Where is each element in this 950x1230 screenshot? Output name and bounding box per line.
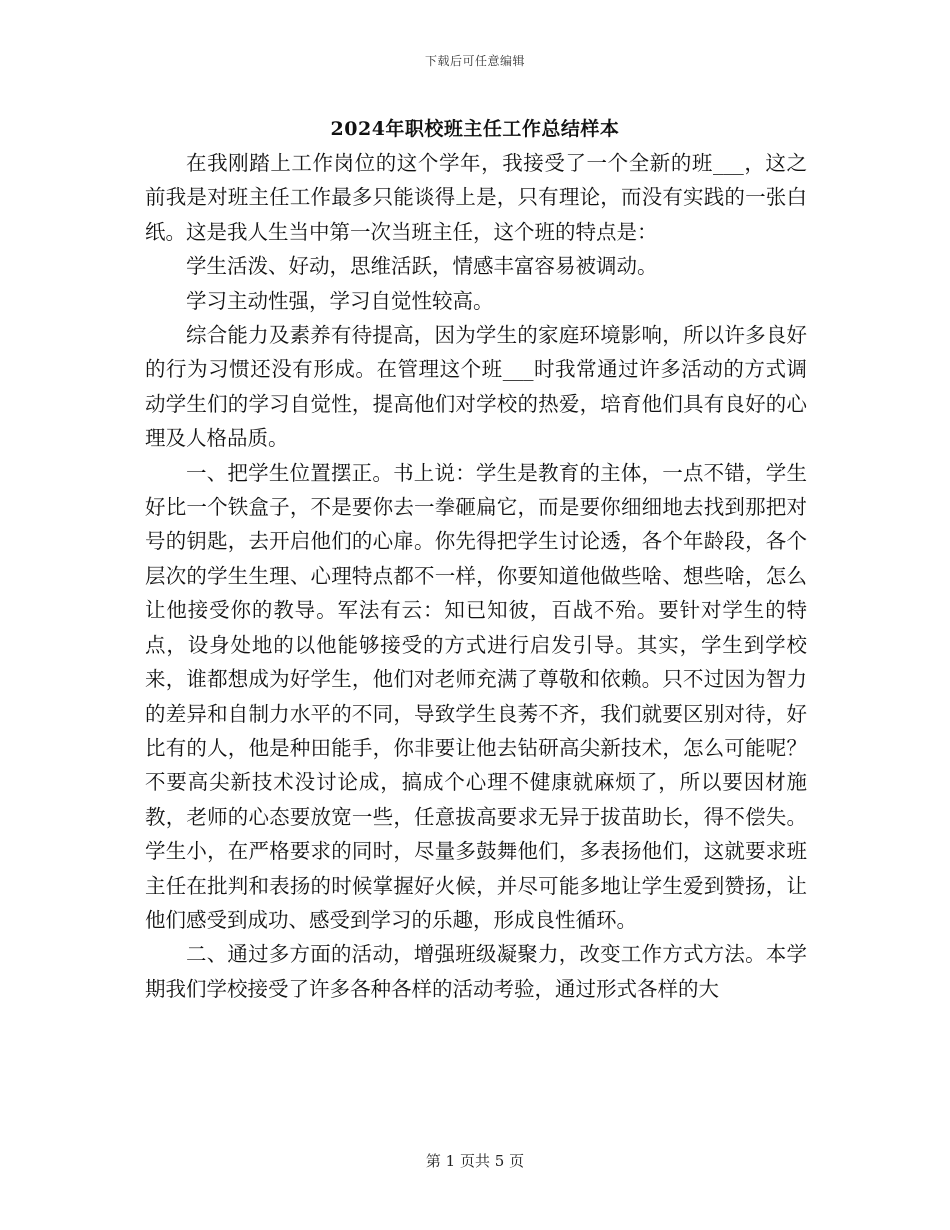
document-body xyxy=(145,146,807,1006)
paragraph: 一、把学生位置摆正。书上说：学生是教育的主体，一点不错，学生好比一个铁盒子，不是要你去一拳砸扁它，而是要你细细地去找到那把对号的钥匙，去开启他们的心扉。你先得把学生讨论透，各个年龄段，各个层次的学生生理、心理特点都不一样，你要知道他做些啥、想些啥，怎么让他接受你的教导。军法有云：知已知彼，百战不殆。要针对学生的特点，设身处地的以他能够接受的方式进行启发引导。其实，学生到学校来，谁都想成为好学生，他们对老师充满了尊敬和依赖。只不过因为智力的差异和自制力水平的不同，导致学生良莠不齐，我们就要区别对待，好比有的人，他是种田能手，你非要让他去钻研高尖新技术，怎么可能呢？不要高尖新技术没讨论成，搞成个心理不健康就麻烦了，所以要因材施教，老师的心态要放宽一些，任意拔高要求无异于拔苗助长，得不偿失。学生小，在严格要求的同时，尽量多鼓舞他们，多表扬他们，这就要求班主任在批判和表扬的时候掌握好火候，并尽可能多地让学生爱到赞扬，让他们感受到成功、感受到学习的乐趣，形成良性循环。 xyxy=(145,460,807,932)
paragraph: 综合能力及素养有待提高，因为学生的家庭环境影响，所以许多良好的行为习惯还没有形成。在管理这个班___时我常通过许多活动的方式调动学生们的学习自觉性，提高他们对学校的热爱，培育他们具有良好的心理及人格品质。 xyxy=(145,323,807,451)
paragraph: 二、通过多方面的活动，增强班级凝聚力，改变工作方式方法。本学期我们学校接受了许多各种各样的活动考验，通过形式各样的大 xyxy=(145,942,807,1001)
paragraph: 在我刚踏上工作岗位的这个学年，我接受了一个全新的班___，这之前我是对班主任工作最多只能谈得上是，只有理论，而没有实践的一张白纸。这是我人生当中第一次当班主任，这个班的特点是： xyxy=(145,151,807,244)
paragraph: 学习主动性强，学习自觉性较高。 xyxy=(186,288,494,313)
page-number-footer: 第 1 页共 5 页 xyxy=(425,1152,525,1170)
page-header-note: 下载后可任意编辑 xyxy=(424,54,525,68)
paragraph: 学生活泼、好动，思维活跃，情感丰富容易被调动。 xyxy=(186,254,658,279)
document-title: 2024年职校班主任工作总结样本 xyxy=(330,118,620,140)
